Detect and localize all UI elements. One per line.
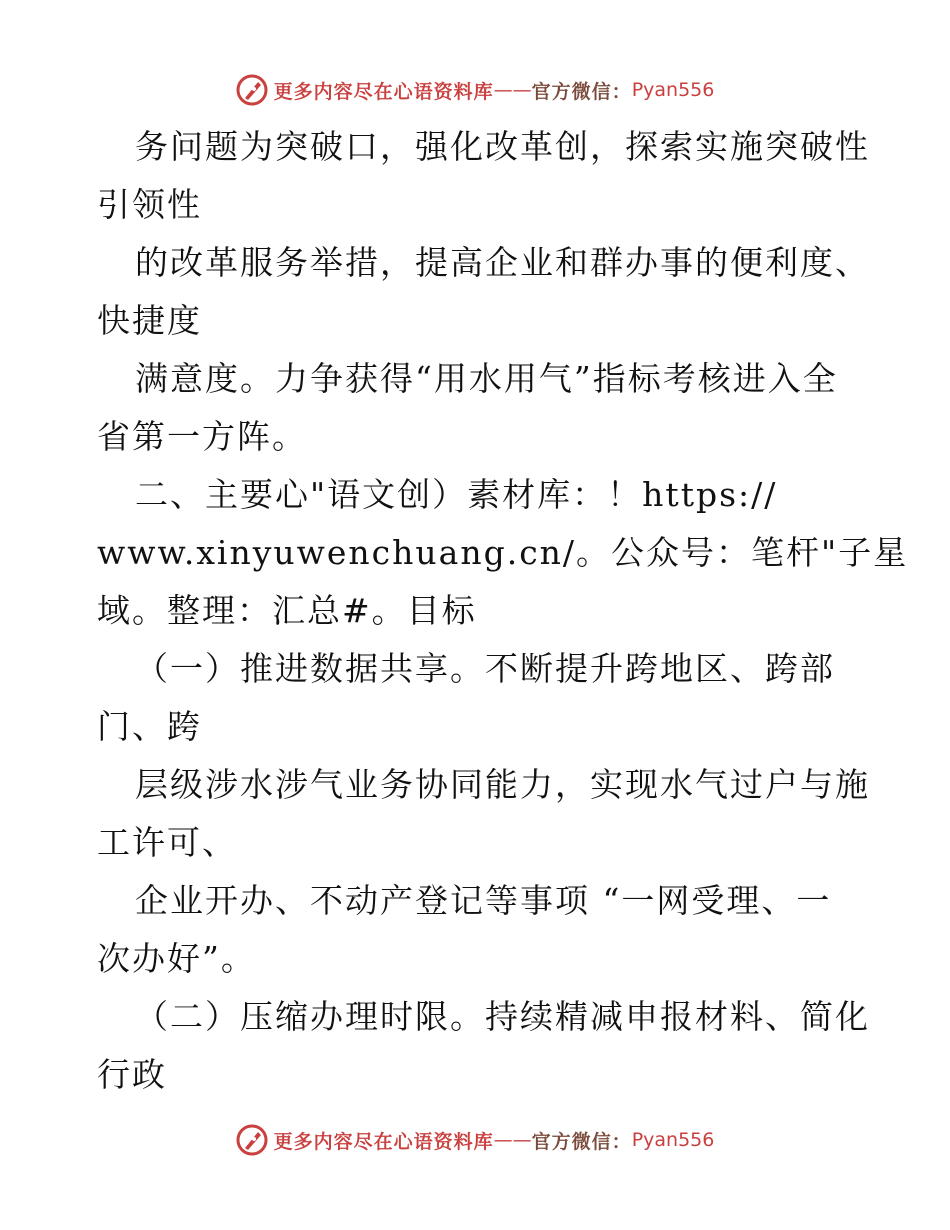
footer-watermark xyxy=(0,1122,950,1158)
header-watermark xyxy=(0,72,950,108)
watermark-title: 更多内容尽在心语资料库 xyxy=(273,80,494,103)
watermark-wechat-label: 官方微信： xyxy=(531,1130,632,1153)
body-line: 引领性 xyxy=(97,185,202,224)
pen-nib-logo-icon xyxy=(236,1124,268,1156)
body-line: 的改革服务举措，提高企业和群办事的便利度、 xyxy=(135,243,870,282)
body-line: 门、跨 xyxy=(97,707,202,746)
body-line: 省第一方阵。 xyxy=(97,417,307,456)
body-line: 工许可、 xyxy=(97,823,237,862)
watermark-dash: —— xyxy=(493,79,532,101)
body-line: 企业开办、不动产登记等事项 “一网受理、一 xyxy=(135,881,832,920)
body-line: 域。整理：汇总#。目标 xyxy=(97,591,477,630)
body-line: 务问题为突破口，强化改革创，探索实施突破性 xyxy=(135,127,870,166)
watermark-dash: —— xyxy=(493,1129,532,1151)
body-line: （一）推进数据共享。不断提升跨地区、跨部 xyxy=(135,649,835,688)
body-line: 快捷度 xyxy=(97,301,202,340)
body-line: www.xinyuwenchuang.cn/。公众号：笔杆"子星 xyxy=(97,533,909,572)
body-line: （二）压缩办理时限。持续精减申报材料、简化 xyxy=(135,997,870,1036)
body-line: 二、主要心"语文创）素材库：！https:// xyxy=(135,475,778,514)
document-body xyxy=(97,118,909,1104)
body-line: 次办好”。 xyxy=(97,939,256,978)
pen-nib-logo-icon xyxy=(236,74,268,106)
body-line: 行政 xyxy=(97,1055,167,1094)
watermark-wechat-label: 官方微信： xyxy=(531,80,632,103)
body-line: 层级涉水涉气业务协同能力，实现水气过户与施 xyxy=(135,765,870,804)
body-line: 满意度。力争获得“用水用气”指标考核进入全 xyxy=(135,359,838,398)
watermark-wechat-id: Pyan556 xyxy=(631,1129,715,1151)
watermark-wechat-id: Pyan556 xyxy=(631,79,715,101)
watermark-title: 更多内容尽在心语资料库 xyxy=(273,1130,494,1153)
